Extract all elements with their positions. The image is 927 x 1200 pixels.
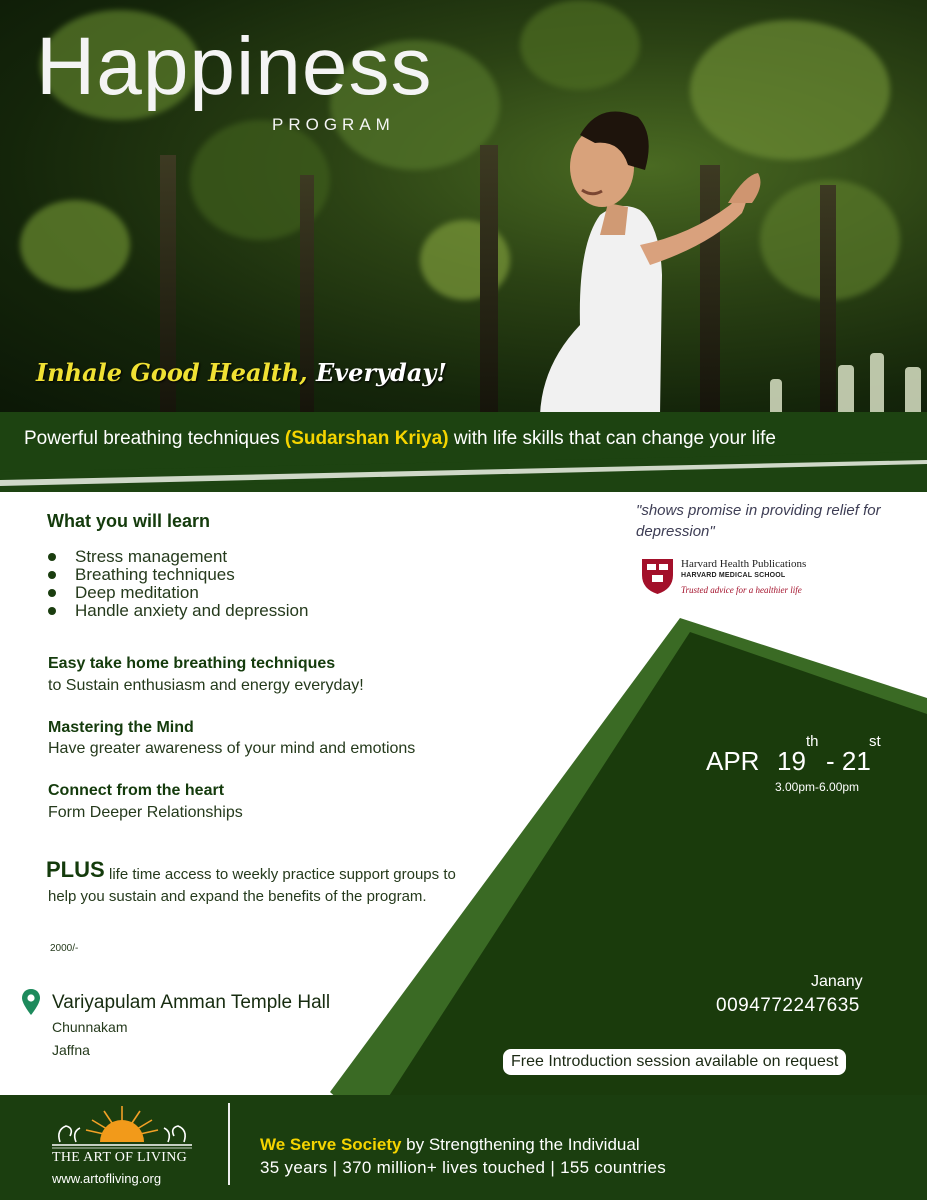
footer-stats: 35 years | 370 million+ lives touched | 155 countries [260,1158,667,1177]
tagline-part2: Everyday! [315,358,447,387]
website-link[interactable]: www.artofliving.org [52,1171,162,1186]
feature-heading-heart: Connect from the heart [48,782,225,799]
serve-tagline [260,1135,640,1155]
feature-heading-mind: Mastering the Mind [48,719,194,736]
feature-text-mind: Have greater awareness of your mind and emotions [48,740,416,757]
banner-text [24,428,776,450]
event-day-end: - 21 [826,746,871,776]
tagline [36,358,447,387]
contact-name: Janany [811,973,863,990]
price: 2000/- [50,943,79,954]
serve-bold: We Serve Society [260,1135,402,1154]
event-time: 3.00pm-6.00pm [775,780,860,794]
program-subtitle: PROGRAM [272,115,395,134]
learn-heading: What you will learn [47,511,211,531]
bullet-icon [48,553,56,561]
harvard-publisher: Harvard Health Publications [681,558,807,570]
feature-heading-breathing: Easy take home breathing techniques [48,655,336,672]
footer-divider [228,1103,230,1185]
harvard-shield-icon [640,557,675,595]
location-pin-icon [22,989,40,1015]
plus-text-line1: life time access to weekly practice support groups to [109,866,456,883]
event-day-start: 19 [777,746,806,776]
bullet-icon [48,607,56,615]
intro-session-badge: Free Introduction session available on request [503,1049,846,1075]
bullet-icon [48,589,56,597]
feature-text-breathing: to Sustain enthusiasm and energy everyday! [48,677,364,694]
art-of-living-logo-icon [52,1102,192,1150]
list-item: Stress management [48,548,308,566]
tagline-part1: Inhale Good Health, [36,358,308,387]
program-title: Happiness [36,21,433,112]
event-day-start-suffix: th [806,733,819,750]
contact-phone: 0094772247635 [716,995,860,1016]
person-illustration [520,95,770,415]
list-item: Deep meditation [48,584,308,602]
plus-text-line2: help you sustain and expand the benefits of the program. [48,888,427,905]
harvard-slogan: Trusted advice for a healthier life [681,585,802,595]
event-day-end-suffix: st [869,733,881,750]
harvard-school: HARVARD MEDICAL SCHOOL [681,572,786,579]
banner-highlight: (Sudarshan Kriya) [284,428,449,449]
banner-text-after: with life skills that can change your life [448,428,776,449]
serve-rest: by Strengthening the Individual [401,1135,640,1154]
plus-word: PLUS [46,857,105,882]
harvard-quote: "shows promise in providing relief for depression" [636,502,881,540]
logo-text: THE ART OF LIVING [52,1150,188,1165]
bullet-icon [48,571,56,579]
venue-city: Jaffna [52,1042,90,1058]
list-item: Handle anxiety and depression [48,602,308,620]
banner-text-before: Powerful breathing techniques [24,428,285,449]
feature-text-heart: Form Deeper Relationships [48,804,243,821]
venue-area: Chunnakam [52,1019,128,1035]
learn-list [48,548,308,620]
hero-photo [0,0,927,415]
event-month: APR [706,746,760,776]
venue-name: Variyapulam Amman Temple Hall [52,992,331,1013]
list-item: Breathing techniques [48,566,308,584]
